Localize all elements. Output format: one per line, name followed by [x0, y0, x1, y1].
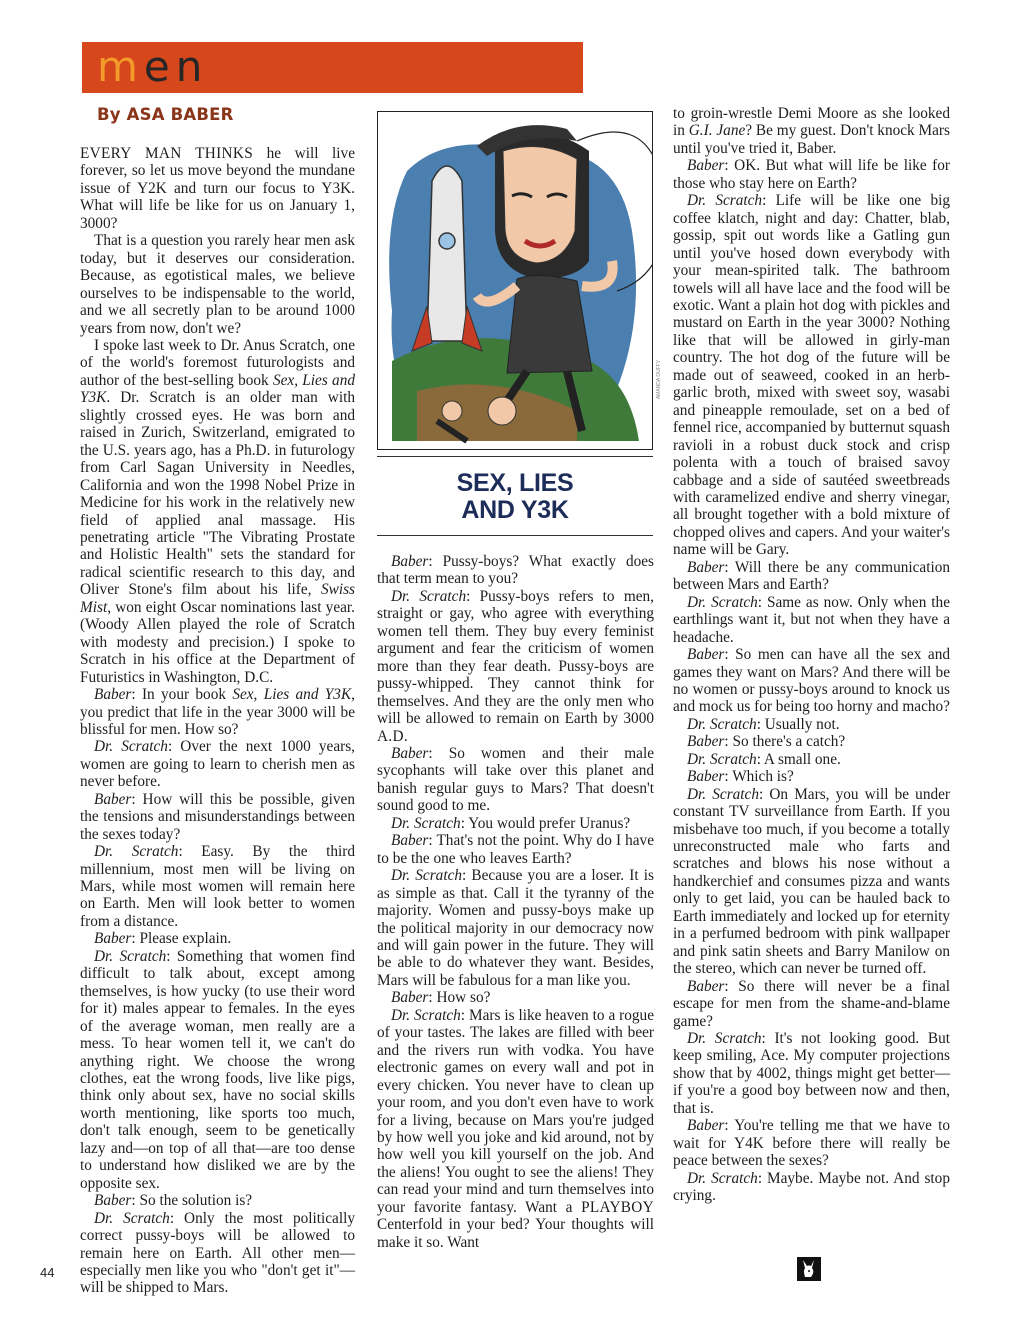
paragraph [673, 978, 950, 1030]
paragraph-text: That is a question you rarely hear men ask today, but it deserves our consideration. Because, as egotistical males, we believe ourselves to be indispensable to the world, and we all secretly plan to be around 1000 years from now, don't we? [80, 232, 355, 337]
lead-in: EVERY MAN THINKS [80, 145, 254, 162]
section-logo [97, 42, 209, 91]
paragraph [673, 559, 950, 594]
paragraph [673, 157, 950, 192]
paragraph-text: : Usually not. [756, 715, 840, 733]
speaker-name: Dr. Scratch [687, 785, 759, 803]
paragraph-text: : How will this be possible, given the tensions and misunderstandings between the sexes today? [80, 790, 355, 843]
speaker-name: Baber [687, 558, 725, 576]
rabbit-head-icon [797, 1257, 821, 1281]
speaker-name: Baber [687, 768, 725, 786]
column-2 [377, 553, 654, 1251]
paragraph [80, 1192, 355, 1209]
paragraph-text: , you predict that life in the year 3000 will be blissful for men. How so? [80, 686, 355, 738]
paragraph [673, 646, 950, 716]
paragraph [80, 686, 355, 738]
headline [377, 470, 653, 524]
paragraph-text: : Because you are a loser. It is as simple as that. Call it the tyranny of the majority. Women and pussy-boys make up the political majority in our democracy now and will gain power in the future. They will be able to do whatever they want. Besides, Mars will be fabulous for a man like you. [377, 867, 654, 989]
speaker-name: Dr. Scratch [391, 1006, 461, 1024]
paragraph-text: to groin-wrestle Demi Moore as she looked in [673, 105, 950, 140]
paragraph-text: : Maybe. Maybe not. And stop crying. [673, 1169, 950, 1205]
speaker-name: Baber [391, 832, 429, 850]
paragraph [377, 588, 654, 745]
paragraph [673, 1030, 950, 1117]
paragraph-text: : A small one. [756, 750, 841, 768]
paragraph-text: : OK. But what will life be like for those who stay here on Earth? [673, 157, 950, 192]
speaker-name: Dr. Scratch [687, 1169, 758, 1187]
speaker-name: Dr. Scratch [391, 587, 467, 605]
paragraph-text: : Mars is like heaven to a rogue of your tastes. The lakes are filled with beer and the rivers run with vodka. You have electronic games on every wall and pot in every chicken. You never have to clean up your room, and you don't even have to work for a living, because on Mars you're judged by how well you joke and kid around, not by how well you kill yourself on the job. And the aliens! You ought to see the aliens! They can read your mind and turn themselves into your favorite fantasy. Want a [377, 1006, 654, 1216]
speaker-name: Dr. Scratch [687, 1030, 762, 1048]
paragraph-text: : Same as now. Only when the earthlings want it, but not when they have a headache. [673, 593, 950, 646]
paragraph-text: : In your book [131, 686, 233, 704]
section-banner [82, 42, 583, 93]
speaker-name: Dr. Scratch [687, 750, 757, 768]
speaker-name: Dr. Scratch [687, 192, 763, 210]
paragraph-text: : Pussy-boys refers to men, straight or gay, who agree with everything women tell them. They buy every feminist argument and fear the criticism of women more than they fear death. Pussy-boys are pussy-whipped. They cannot think for themselves. And they are the only men who will be allowed to remain on Earth by 3000 [377, 587, 654, 728]
paragraph [673, 733, 950, 750]
headline-rule-top [377, 456, 653, 457]
paragraph [377, 553, 654, 588]
headline-line-2: AND Y3K [461, 496, 569, 524]
magazine-name: PLAYBOY [581, 1198, 654, 1216]
paragraph-text: : Only the most politically correct pussy-boys will be allowed to remain here on Earth. All other men—especially men like you who "don't get it"—will be shipped to Mars. [80, 1209, 355, 1297]
speaker-name: Dr. Scratch [687, 593, 758, 611]
paragraph [673, 716, 950, 733]
paragraph [80, 930, 355, 947]
speaker-name: Dr. Scratch [94, 1209, 170, 1227]
era-abbrev: A.D. [377, 727, 408, 745]
speaker-name: Baber [687, 733, 725, 751]
illustration [377, 111, 653, 450]
paragraph [377, 832, 654, 867]
logo-en: en [143, 42, 209, 91]
speaker-name: Dr. Scratch [391, 867, 463, 885]
speaker-name: Dr. Scratch [94, 947, 167, 965]
film-title: G.I. Jane [688, 122, 746, 140]
book-title: Sex, Lies and Y3K [80, 371, 355, 407]
paragraph-text: : That's not the point. Why do I have to be the one who leaves Earth? [377, 832, 654, 867]
paragraph-text: : Will there be any communication between Mars and Earth? [673, 558, 950, 594]
paragraph-text: he will live forever, so let us move beyond the mundane issue of Y2K and turn our focus to Y3K. What will life be like for us on January 1, 3000? [80, 145, 355, 232]
speaker-name: Baber [94, 686, 132, 704]
page-number: 44 [40, 1265, 55, 1280]
paragraph [377, 867, 654, 989]
paragraph-text: : You're telling me that we have to wait for Y4K before there will really be peace between the sexes? [673, 1117, 950, 1170]
speaker-name: Baber [391, 989, 429, 1007]
speaker-name: Baber [687, 646, 725, 664]
paragraph-text: ? Be my guest. Don't knock Mars until you've tried it, Baber. [673, 122, 950, 157]
paragraph-text: : Easy. By the third millennium, most men will be living on Mars, while most women will remain here on Earth. Men will look better to women from a distance. [80, 843, 355, 930]
paragraph-text: : Life will be like one big coffee klatch, night and day: Chatter, blab, gossip, spit out words like a Gatling gun until you've hosed down everybody with your mean-spirited talk. The bathroom towels will all have lace and the food will be exotic. Want a plain hot dog with pickles and mustard on Earth in the year 3000? Nothing like that will be allowed in girly-man country. The hot dog of the future will be made out of seaweed, cooked in an herb-garlic broth, mixed with sweet soy, wasabi and pineapple remoulade, set on a bed of fennel rice, accompanied by butternut squash ravioli in a robust duck stock and crisp polenta with a touch of braised savoy cabbage and a side of sautéed sweetbreads with caramelized endive and sherry vinegar, all brought together with a bold mixture of chopped olives and capers. And your waiter's name will be Gary. [673, 192, 950, 559]
paragraph [377, 989, 654, 1006]
speaker-name: Baber [687, 157, 725, 175]
paragraph-text: : Over the next 1000 years, women are going to learn to cherish men as never before. [80, 738, 355, 791]
paragraph [377, 815, 654, 832]
paragraph [673, 594, 950, 646]
paragraph [673, 192, 950, 559]
paragraph [673, 1117, 950, 1169]
paragraph-text: : On Mars, you will be under constant TV surveillance from Earth. If you misbehave too much, if you become a totally unreconstructed male who farts and scratches and blows his nose without a handkerchief and consumes pizza and wants only to get laid, you can be hauled back to Earth immediately and locked up for eternity in a perfumed bedroom with pink wallpaper and pink satin sheets and Barry Manilow on the stereo, which can never be turned off. [673, 785, 950, 978]
paragraph [673, 1170, 950, 1205]
paragraph [377, 745, 654, 815]
speaker-name: Baber [391, 744, 429, 762]
column-1 [80, 145, 355, 1297]
paragraph [673, 768, 950, 785]
film-title: Swiss Mist [80, 581, 355, 616]
paragraph [80, 337, 355, 686]
paragraph-text: Centerfold in your bed? Your thoughts will make it so. Want [377, 1216, 654, 1251]
paragraph [80, 738, 355, 790]
speaker-name: Baber [94, 930, 132, 948]
paragraph-text: : So the solution is? [131, 1192, 253, 1210]
paragraph-text: , won eight Oscar nominations last year. (Woody Allen played the role of Scratch with modesty and precision.) I spoke to Scratch in his office at the Department of Futuristics in Washington, D.C. [80, 598, 355, 686]
paragraph-text: : Which is? [724, 768, 794, 786]
paragraph-text: : So there's a catch? [724, 733, 846, 751]
paragraph-text: : How so? [428, 989, 491, 1007]
paragraph-text: : Pussy-boys? What exactly does that term mean to you? [377, 553, 654, 588]
speaker-name: Baber [391, 553, 429, 570]
logo-m: m [97, 42, 144, 91]
paragraph-text: : You would prefer Uranus? [460, 814, 631, 832]
speaker-name: Dr. Scratch [94, 843, 179, 861]
paragraph [673, 105, 950, 157]
headline-line-1: SEX, LIES [456, 469, 574, 497]
paragraph-text: : Please explain. [131, 930, 232, 948]
paragraph [80, 843, 355, 930]
paragraph [673, 751, 950, 768]
speaker-name: Dr. Scratch [391, 814, 461, 832]
speaker-name: Baber [94, 790, 132, 808]
speaker-name: Baber [94, 1192, 132, 1210]
paragraph-text: : Something that women find difficult to talk about, except among themselves, is how yucky (to use their word for it) males appear to females. In the eyes of the average woman, men really are a mess. To hear women tell it, we can't do anything right. We choose the wrong clothes, eat the wrong foods, live like pigs, think only about sex, have no social skills worth mentioning, like sports too much, don't talk enough, seem to be genetically lazy and—on top of all that—are too dense to understand how disliked we are by the opposite sex. [80, 947, 355, 1192]
speaker-name: Baber [687, 977, 725, 995]
art-credit: AMANDA DUFFY [656, 360, 662, 400]
paragraph [673, 786, 950, 978]
paragraph [80, 791, 355, 843]
speaker-name: Dr. Scratch [94, 738, 168, 756]
paragraph [80, 145, 355, 232]
paragraph-text: . Dr. Scratch is an older man with slightly crossed eyes. He was born and raised in Zurich, Switzerland, emigrated to the U.S. years ago, has a Ph.D. in futurology from Carl Sagan University in Needles, California and won the 1998 Nobel Prize in Medicine for his work in the relatively new field of applied anal massage. His penetrating article "The Vibrating Prostate and Holistic Health" sets the standard for radical scientific research to this day, and Oliver Stone's film about his life, [80, 389, 355, 599]
paragraph [377, 1007, 654, 1251]
column-3 [673, 105, 950, 1205]
paragraph-text: : So women and their male sycophants will take over this planet and banish regular guys to Mars? That doesn't sound good to me. [377, 744, 654, 815]
paragraph-text: : So men can have all the sex and games they want on Mars? And there will be no women or pussy-boys around to knock us and mock us for being too horny and macho? [673, 646, 950, 716]
paragraph-text: : So there will never be a final escape for men from the shame-and-blame game? [673, 977, 950, 1030]
speaker-name: Dr. Scratch [687, 715, 757, 733]
paragraph-text: I spoke last week to Dr. Anus Scratch, one of the world's foremost futurologists and author of the best-selling book [80, 336, 355, 389]
speaker-name: Baber [687, 1117, 725, 1135]
paragraph [80, 948, 355, 1192]
headline-rule-bottom [377, 535, 653, 536]
paragraph [80, 1210, 355, 1297]
book-title: Sex, Lies and Y3K [232, 686, 352, 704]
byline: By ASA BABER [97, 105, 234, 124]
paragraph [80, 232, 355, 337]
paragraph-text: : It's not looking good. But keep smiling, Ace. My computer projections show that by 4002, things might get better—if you're a good boy between now and then, that is. [673, 1030, 950, 1117]
